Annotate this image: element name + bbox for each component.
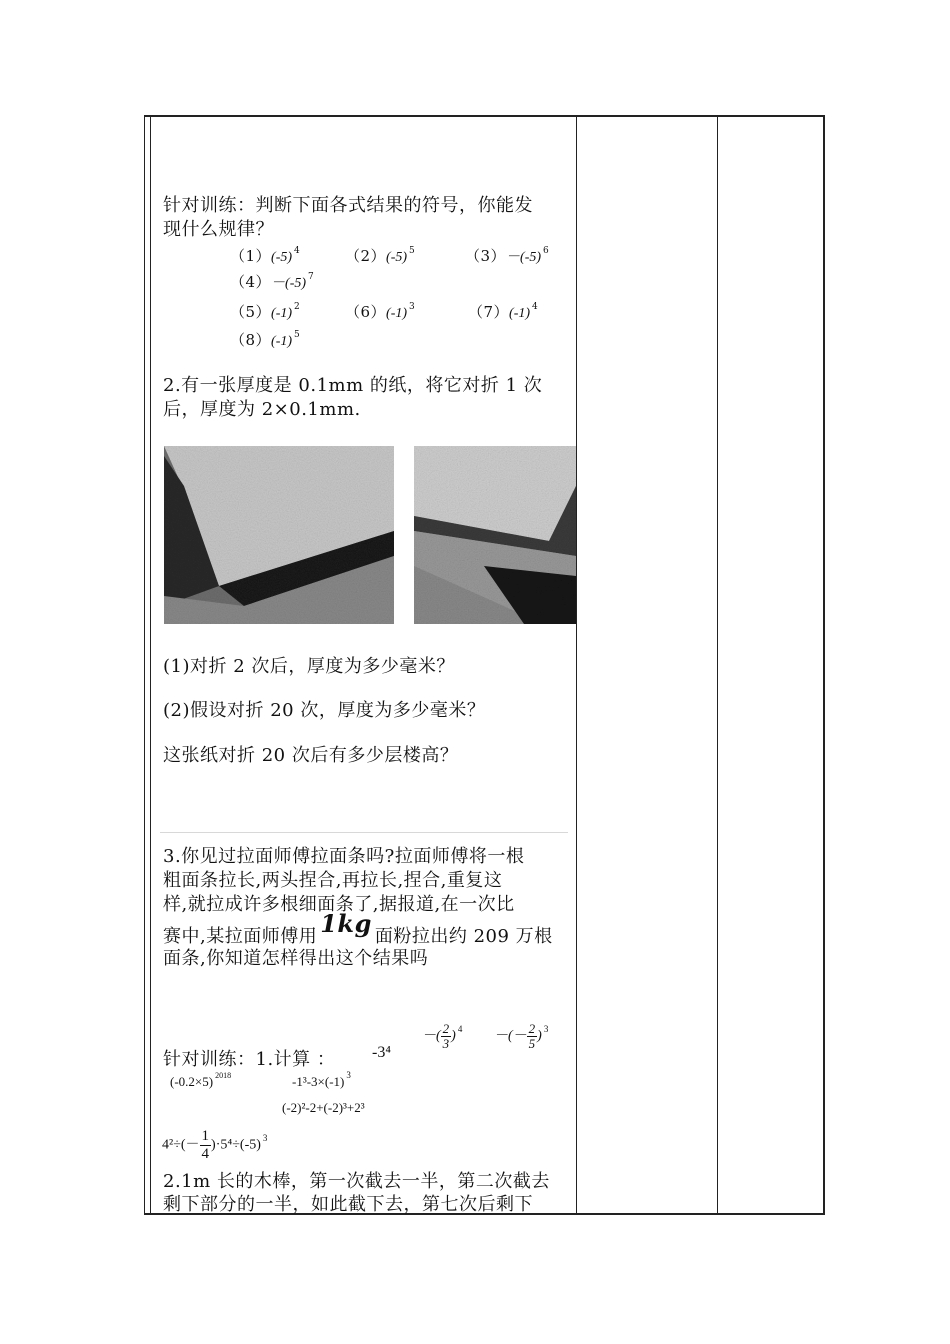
- practice1-title-line2: 现什么规律？: [163, 219, 274, 240]
- problem3-line3: 样,就拉成许多根细面条了,据报道,在一次比: [163, 894, 515, 915]
- practice2-label: 针对训练：1.计算 ：: [163, 1049, 336, 1070]
- practice1-item-5: （5）(-1) $^2$: [230, 302, 300, 321]
- practice1-item-8: （8）(-1) $^5$: [230, 330, 300, 349]
- stick-problem-line1: 2.1m 长的木棒，第一次截去一半，第二次截去: [163, 1171, 550, 1192]
- practice1-item-2: （2）(-5) $^5$: [345, 246, 415, 265]
- problem2-question-3: 这张纸对折 20 次后有多少层楼高？: [163, 745, 459, 766]
- problem3-line5: 面条,你知道怎样得出这个结果吗: [163, 948, 429, 969]
- table-column-divider-1: [576, 115, 577, 1215]
- section-separator: [160, 832, 568, 833]
- problem2-question-2: (2)假设对折 20 次，厚度为多少毫米？: [163, 700, 486, 721]
- practice2-expr-3: －(－ $\frac{2}{5}$ ) $^3$: [494, 1021, 549, 1051]
- practice1-item-6: （6）(-1) $^3$: [345, 302, 415, 321]
- practice1-item-4: （4）－(-5) $^7$: [230, 272, 314, 291]
- problem3-line1: 3.你见过拉面师傅拉面条吗?拉面师傅将一根: [163, 846, 525, 867]
- practice2-expr-1: -3⁴: [372, 1044, 391, 1061]
- table-top-border: [144, 115, 825, 117]
- practice2-expr-6: (-2)²-2+(-2)³+2³: [282, 1100, 365, 1115]
- problem2-line1: 2.有一张厚度是 0.1mm 的纸，将它对折 1 次: [163, 375, 543, 396]
- stick-problem-line2: 剩下部分的一半，如此截下去，第七次后剩下: [163, 1194, 533, 1215]
- problem2-line2: 后，厚度为 2×0.1mm.: [163, 399, 361, 420]
- folded-paper-photo-2: [414, 446, 576, 624]
- practice2-expr-2: －( $\frac{2}{3}$ ) $^4$: [422, 1021, 463, 1051]
- problem2-question-1: (1)对折 2 次后，厚度为多少毫米？: [163, 656, 455, 677]
- practice1-item-3: （3）－(-5) $^6$: [465, 246, 549, 265]
- table-left-border-outer: [144, 115, 145, 1215]
- table-column-divider-2: [717, 115, 718, 1215]
- practice2-expr-5: -1³-3×(-1) $^3$: [292, 1070, 351, 1089]
- practice2-expr-4: (-0.2×5) $^{2018}$: [170, 1071, 232, 1089]
- practice1-item-1: （1）(-5) $^4$: [230, 246, 300, 265]
- problem3-line4: 赛中,某拉面师傅用 1kg 面粉拉出约 209 万根: [163, 909, 553, 947]
- practice1-title-line1: 针对训练：判断下面各式结果的符号，你能发: [163, 195, 533, 216]
- problem3-line2: 粗面条拉长,两头捏合,再拉长,捏合,重复这: [163, 870, 503, 891]
- practice1-item-7: （7）(-1) $^4$: [468, 302, 538, 321]
- kg-formula: 1kg: [320, 909, 372, 938]
- folded-paper-photo-1: [164, 446, 394, 624]
- table-left-border-inner: [150, 115, 151, 1215]
- practice2-expr-7: 4²÷(－ $\frac{1}{4}$ )·5⁴÷(-5) $^3$: [162, 1128, 268, 1162]
- table-right-border: [823, 115, 825, 1215]
